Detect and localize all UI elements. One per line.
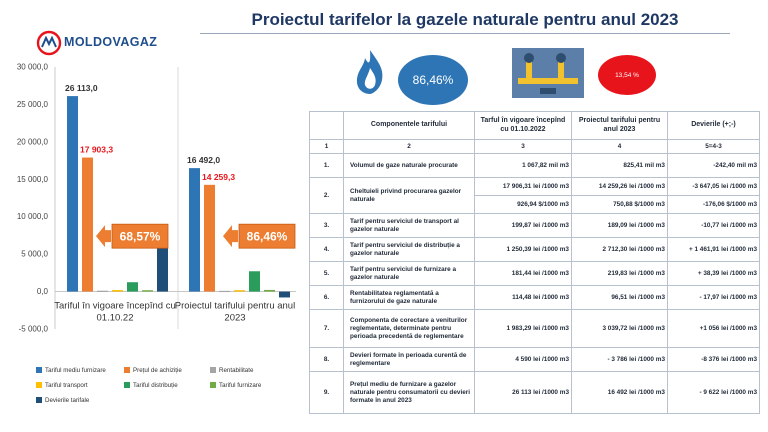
table-row [310,372,760,414]
data-label: 26 113,0 [65,83,98,94]
legend-swatch [124,382,130,388]
bar-2-cat-1 [82,158,93,292]
category-label: Tariful în vigoare începînd cu 01.10.22 [54,300,176,324]
current-tariff-value: 1 067,82 mil m3 [475,154,572,178]
legend-label: Rentabilitate [219,367,254,374]
legend-swatch [210,367,216,373]
projected-tariff-value: 16 492 lei /1000 m3 [572,372,668,414]
row-number: 8. [310,348,344,372]
deviation-value: - 17,97 lei /1000 m3 [668,286,760,310]
legend-label: Tariful mediu furnizare [45,367,106,374]
row-number: 4. [310,238,344,262]
component-name: Tarif pentru serviciul de transport al gazelor naturale [344,214,475,238]
row-number: 3. [310,214,344,238]
legend-item [36,397,89,404]
gas-flame-icon [352,48,388,96]
column-number-row [310,140,760,154]
bar-5-cat-2 [249,271,260,291]
column-header: Componentele tarifului [344,112,475,140]
projected-tariff-value: 750,88 $/1000 m3 [572,196,668,214]
column-header: Devierile (+;-) [668,112,760,140]
y-tick-label: 20 000,0 [16,137,48,147]
legend-label: Prețul de achiziție [133,367,182,374]
row-number: 2. [310,178,344,214]
current-tariff-value: 926,94 $/1000 m3 [475,196,572,214]
legend-label: Tariful transport [45,382,88,389]
deviation-value: + 38,39 lei /1000 m3 [668,262,760,286]
y-tick-label: 10 000,0 [16,212,48,222]
projected-tariff-value: - 3 786 lei /1000 m3 [572,348,668,372]
bar-1-cat-2 [189,168,200,291]
deviation-value: +1 056 lei /1000 m3 [668,310,760,348]
deviation-value: -3 647,05 lei /1000 m3 [668,178,760,196]
callout-arrow [223,225,238,247]
deviation-value: -176,06 $/1000 m3 [668,196,760,214]
title-underline [200,33,730,34]
legend-label: Tariful furnizare [219,382,262,389]
legend-swatch [36,397,42,403]
component-name: Componenta de corectare a veniturilor reglementate, determinate pentru perioada precedentă de reglementare [344,310,475,348]
column-number: 3 [475,140,572,154]
table-row [310,154,760,178]
bar-2-cat-2 [204,185,215,292]
component-name: Tarif pentru serviciul de furnizare a gazelor naturale [344,262,475,286]
y-tick-label: 15 000,0 [16,174,48,184]
component-name: Cheltuieli privind procurarea gazelor naturale [344,178,475,214]
bar-7-cat-2 [279,292,290,298]
bar-3-cat-2 [219,291,230,292]
row-number: 6. [310,286,344,310]
table-row [310,286,760,310]
row-number: 5. [310,262,344,286]
table-row [310,214,760,238]
legend-item [124,367,182,374]
legend-item [124,382,178,389]
tariff-chart-svg [0,50,300,360]
bar-5-cat-1 [127,282,138,291]
component-name: Tarif pentru serviciul de distribuție a gazelor naturale [344,238,475,262]
legend-label: Devierile tarifale [45,397,90,404]
bar-3-cat-1 [97,291,108,292]
y-tick-label: -5 000,0 [18,324,48,334]
callout-label: 86,46% [246,229,288,244]
current-tariff-value: 199,87 lei /1000 m3 [475,214,572,238]
bar-7-cat-1 [157,242,168,291]
projected-tariff-value: 219,83 lei /1000 m3 [572,262,668,286]
table-header-row [310,112,760,140]
deviation-value: -10,77 lei /1000 m3 [668,214,760,238]
main-percentage-badge: 86,46% [398,55,468,105]
bar-1-cat-1 [67,96,78,291]
legend-swatch [36,367,42,373]
projected-tariff-value: 14 259,26 lei /1000 m3 [572,178,668,196]
current-tariff-value: 114,48 lei /1000 m3 [475,286,572,310]
brand-name: MOLDOVAGAZ [64,35,158,49]
bar-4-cat-2 [234,290,245,291]
projected-tariff-value: 3 039,72 lei /1000 m3 [572,310,668,348]
column-number: 5=4-3 [668,140,760,154]
legend-item [36,382,88,389]
y-tick-label: 25 000,0 [16,99,48,109]
bar-4-cat-1 [112,290,123,291]
column-header: Tarful în vigoare începînd cu 01.10.2022 [475,112,572,140]
projected-tariff-value: 825,41 mil m3 [572,154,668,178]
legend-swatch [210,382,216,388]
legend-item [210,382,261,389]
table-row [310,238,760,262]
component-name: Prețul mediu de furnizare a gazelor naturale pentru consumatorii cu devieri formate în anul 2023 [344,372,475,414]
tariff-components-table [309,111,760,414]
projected-tariff-value: 2 712,30 lei /1000 m3 [572,238,668,262]
legend-label: Tariful distribuție [133,382,178,389]
category-label: Proiectul tarifului pentru anul 2023 [174,300,296,324]
component-name: Devieri formate în perioada curentă de reglementare [344,348,475,372]
gas-pipeline-icon [512,48,584,98]
component-name: Rentabilitatea reglamentată a furnizorului de gaze naturale [344,286,475,310]
data-label: 17 903,3 [80,144,114,155]
bar-6-cat-1 [142,290,153,291]
column-header: Proiectul tarifului pentru anul 2023 [572,112,668,140]
data-label: 16 492,0 [187,155,221,166]
projected-tariff-value: 96,51 lei /1000 m3 [572,286,668,310]
bar-6-cat-2 [264,290,275,292]
y-tick-label: 0,0 [36,287,48,297]
chart-legend [36,362,306,432]
current-tariff-value: 181,44 lei /1000 m3 [475,262,572,286]
data-label: 14 259,3 [202,171,236,182]
deviation-value: -8 376 lei /1000 m3 [668,348,760,372]
deviation-value: + 1 461,91 lei /1000 m3 [668,238,760,262]
column-number: 1 [310,140,344,154]
deviation-value: - 9 622 lei /1000 m3 [668,372,760,414]
legend-swatch [36,382,42,388]
y-tick-label: 30 000,0 [16,62,48,72]
row-number: 9. [310,372,344,414]
row-number: 1. [310,154,344,178]
current-tariff-value: 1 983,29 lei /1000 m3 [475,310,572,348]
current-tariff-value: 1 250,39 lei /1000 m3 [475,238,572,262]
legend-item [210,367,253,374]
current-tariff-value: 17 906,31 lei /1000 m3 [475,178,572,196]
projected-tariff-value: 189,09 lei /1000 m3 [572,214,668,238]
component-name: Volumul de gaze naturale procurate [344,154,475,178]
legend-swatch [124,367,130,373]
row-number: 7. [310,310,344,348]
current-tariff-value: 26 113 lei /1000 m3 [475,372,572,414]
table-row [310,348,760,372]
table-row [310,262,760,286]
column-header [310,112,344,140]
table-row [310,178,760,196]
page-title: Proiectul tarifelor la gazele naturale pentru anul 2023 [251,10,679,29]
table-row [310,310,760,348]
deviation-value: -242,40 mil m3 [668,154,760,178]
secondary-percentage-badge: 13,54 % [598,55,656,95]
y-tick-label: 5 000,0 [21,249,48,259]
column-number: 2 [344,140,475,154]
legend-item [36,367,106,374]
column-number: 4 [572,140,668,154]
callout-arrow [96,225,111,247]
current-tariff-value: 4 590 lei /1000 m3 [475,348,572,372]
callout-label: 68,57% [119,229,161,244]
